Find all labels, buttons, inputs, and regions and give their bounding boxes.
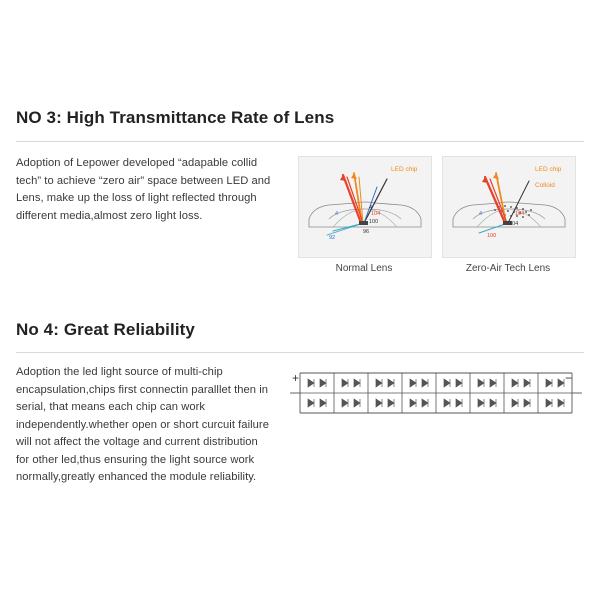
svg-text:104: 104	[509, 221, 519, 227]
circuit-negative-terminal: −	[565, 371, 573, 385]
svg-text:4: 4	[479, 211, 483, 217]
figure-caption-normal-lens: Normal Lens	[335, 263, 393, 274]
heading-divider-4	[16, 352, 584, 353]
svg-text:100: 100	[369, 219, 379, 225]
section-heading-3: NO 3: High Transmittance Rate of Lens	[16, 108, 335, 127]
svg-text:4: 4	[335, 211, 339, 217]
section-paragraph-3: Adoption of Lepower developed “adapable collid tech” to achieve “zero air” space between LED and Lens, make up the loss of light reflected through different media,almost zero light loss.	[16, 157, 271, 222]
svg-text:Colloid: Colloid	[535, 182, 555, 189]
svg-text:104: 104	[515, 211, 525, 217]
figure-led-circuit	[290, 368, 582, 428]
svg-text:92: 92	[329, 235, 336, 241]
svg-text:96: 96	[363, 229, 370, 235]
svg-text:LED chip: LED chip	[535, 166, 562, 173]
section-paragraph-4: Adoption the led light source of multi-chip encapsulation,chips first connectin paralllet then in serial, that means each chip can work independently.whether open or short curcuit failure will not affect the voltage and current distribution for other led,thus ensuring the light source work normally,greatly enhanced the module reliability.	[16, 366, 269, 483]
svg-text:LED chip: LED chip	[391, 166, 418, 173]
figure-normal-lens	[298, 156, 432, 258]
figure-caption-zero-air-lens: Zero-Air Tech Lens	[465, 263, 551, 274]
svg-text:104: 104	[371, 211, 381, 217]
svg-text:100: 100	[487, 233, 497, 239]
heading-divider-3	[16, 141, 584, 142]
figure-zero-air-lens	[442, 156, 576, 258]
section-heading-4: No 4: Great Reliability	[16, 320, 195, 339]
circuit-positive-terminal: +	[292, 371, 300, 385]
svg-text:4: 4	[369, 205, 373, 211]
